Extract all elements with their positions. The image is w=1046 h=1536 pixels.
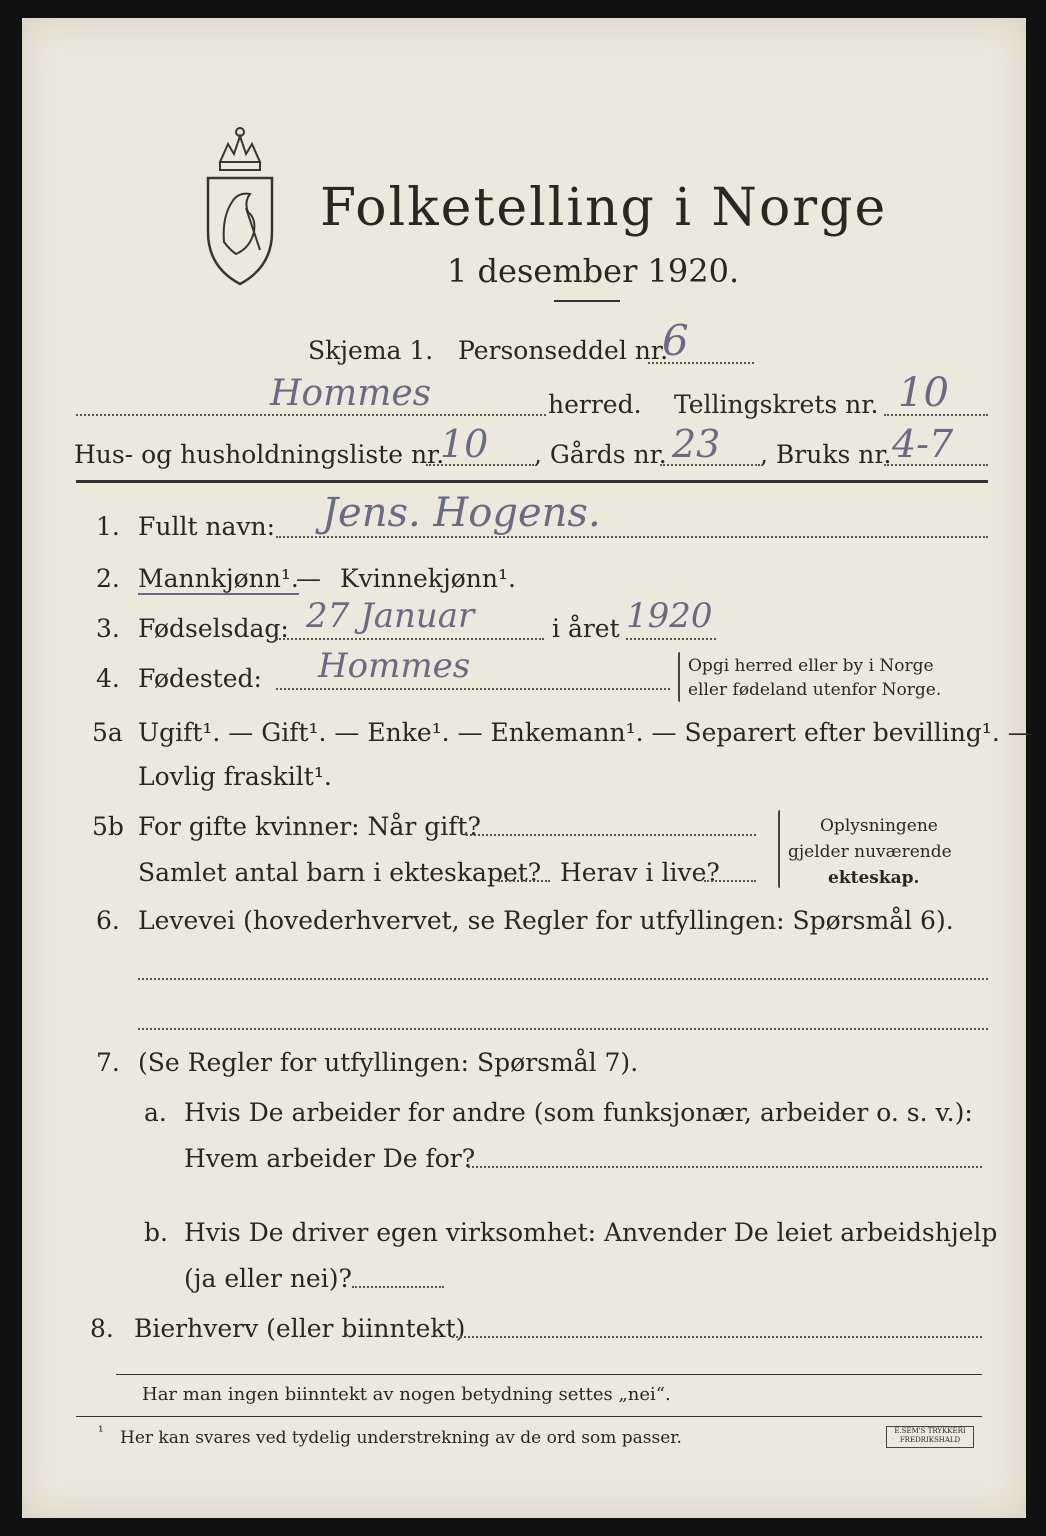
husliste-value[interactable]: 10 xyxy=(440,422,489,466)
header-rule xyxy=(76,480,988,483)
coat-of-arms-icon xyxy=(200,122,280,292)
q3-year-field-line xyxy=(626,638,716,640)
q8-label: Bierhverv (eller biinntekt) xyxy=(134,1314,466,1343)
q3-number: 3. xyxy=(96,614,120,643)
q5b-note-line1: Oplysningene xyxy=(820,816,938,836)
q7-label: (Se Regler for utfyllingen: Spørsmål 7). xyxy=(138,1048,639,1077)
q5b-children-field-line xyxy=(498,880,550,882)
q5b-when-married-label: For gifte kvinner: Når gift? xyxy=(138,812,481,841)
q7b-hired-help-label: (ja eller nei)? xyxy=(184,1264,352,1293)
q6-number: 6. xyxy=(96,906,120,935)
q1-label: Fullt navn: xyxy=(138,512,276,541)
q2-female-option[interactable]: Kvinnekjønn¹. xyxy=(340,564,516,593)
q5b-note-brace xyxy=(778,810,780,888)
q8-number: 8. xyxy=(90,1314,114,1343)
q6-field-line-1[interactable] xyxy=(138,978,988,980)
q6-field-line-2[interactable] xyxy=(138,1028,988,1030)
herred-field-line xyxy=(76,414,546,416)
q5b-number: 5b xyxy=(92,812,124,841)
tellingskrets-value[interactable]: 10 xyxy=(898,370,949,416)
q5b-when-married-field-line xyxy=(466,834,756,836)
q7-number: 7. xyxy=(96,1048,120,1077)
q8-field-line[interactable] xyxy=(452,1336,982,1338)
q4-field-line xyxy=(276,688,670,690)
q2-male-option[interactable]: Mannkjønn¹. xyxy=(138,564,299,593)
q5b-living-label: Herav i live? xyxy=(560,858,720,887)
skjema-label: Skjema 1. xyxy=(308,336,434,365)
footer-rule-1 xyxy=(116,1374,982,1375)
q4-note-line2: eller fødeland utenfor Norge. xyxy=(688,680,942,700)
q4-note-line1: Opgi herred eller by i Norge xyxy=(688,656,934,676)
bruks-value[interactable]: 4-7 xyxy=(892,422,954,466)
q7a-employer-label: Hvem arbeider De for? xyxy=(184,1144,476,1173)
printer-stamp: E.SEM'S TRYKKERI FREDRIKSHALD xyxy=(886,1426,974,1448)
q5a-marital-options[interactable]: Ugift¹. — Gift¹. — Enke¹. — Enkemann¹. — Separert efter bevilling¹. — xyxy=(138,718,1033,747)
census-date: 1 desember 1920. xyxy=(447,252,740,290)
footnote-mark: ¹ xyxy=(98,1424,104,1440)
q5b-living-field-line xyxy=(704,880,756,882)
census-form-page xyxy=(22,18,1033,1518)
gards-label: , Gårds nr. xyxy=(534,440,667,469)
q5b-note-line3: ekteskap. xyxy=(828,868,920,888)
q5b-note-line2: gjelder nuværende xyxy=(788,842,952,862)
bruks-label: , Bruks nr. xyxy=(760,440,892,469)
q7b-hired-help-field-line[interactable] xyxy=(352,1286,444,1288)
footnote-text: Her kan svares ved tydelig understrekning av de ord som passer. xyxy=(120,1428,682,1448)
q3-label: Fødselsdag: xyxy=(138,614,289,643)
husliste-label: Hus- og husholdningsliste nr. xyxy=(74,440,445,469)
q6-occupation-label: Levevei (hovederhvervet, se Regler for utfyllingen: Spørsmål 6). xyxy=(138,906,954,935)
q7a-letter: a. xyxy=(144,1098,167,1127)
q1-number: 1. xyxy=(96,512,120,541)
footer-note: Har man ingen biinntekt av nogen betydning settes „nei“. xyxy=(142,1384,671,1405)
q3-field-line xyxy=(276,638,544,640)
q5a-number: 5a xyxy=(92,718,123,747)
gards-value[interactable]: 23 xyxy=(672,422,721,466)
q5a-marital-options-cont[interactable]: Lovlig fraskilt¹. xyxy=(138,762,332,791)
q7b-label: Hvis De driver egen virksomhet: Anvender De leiet arbeidshjelp xyxy=(184,1218,998,1247)
q2-number: 2. xyxy=(96,564,120,593)
form-title: Folketelling i Norge xyxy=(320,178,888,238)
q1-full-name-value[interactable]: Jens. Hogens. xyxy=(322,490,601,536)
q2-separator: — xyxy=(296,564,321,593)
title-divider xyxy=(554,300,620,302)
q7a-label: Hvis De arbeider for andre (som funksjonær, arbeider o. s. v.): xyxy=(184,1098,973,1127)
q4-note-brace xyxy=(678,652,680,702)
q3-year-label: i året xyxy=(552,614,620,643)
tellingskrets-label: Tellingskrets nr. xyxy=(674,390,879,419)
q4-label: Fødested: xyxy=(138,664,262,693)
q7a-employer-field-line[interactable] xyxy=(468,1166,982,1168)
q3-birthday-value[interactable]: 27 Januar xyxy=(306,596,475,636)
q3-year-value[interactable]: 1920 xyxy=(626,596,713,636)
q4-number: 4. xyxy=(96,664,120,693)
herred-value[interactable]: Hommes xyxy=(270,373,432,414)
q5b-children-label: Samlet antal barn i ekteskapet? xyxy=(138,858,542,887)
herred-label: herred. xyxy=(548,390,642,419)
personseddel-value[interactable]: 6 xyxy=(662,316,689,365)
q7b-letter: b. xyxy=(144,1218,168,1247)
q1-field-line xyxy=(276,536,988,538)
footer-rule-2 xyxy=(76,1416,982,1417)
personseddel-label: Personseddel nr. xyxy=(458,336,669,365)
q4-birthplace-value[interactable]: Hommes xyxy=(318,646,471,686)
